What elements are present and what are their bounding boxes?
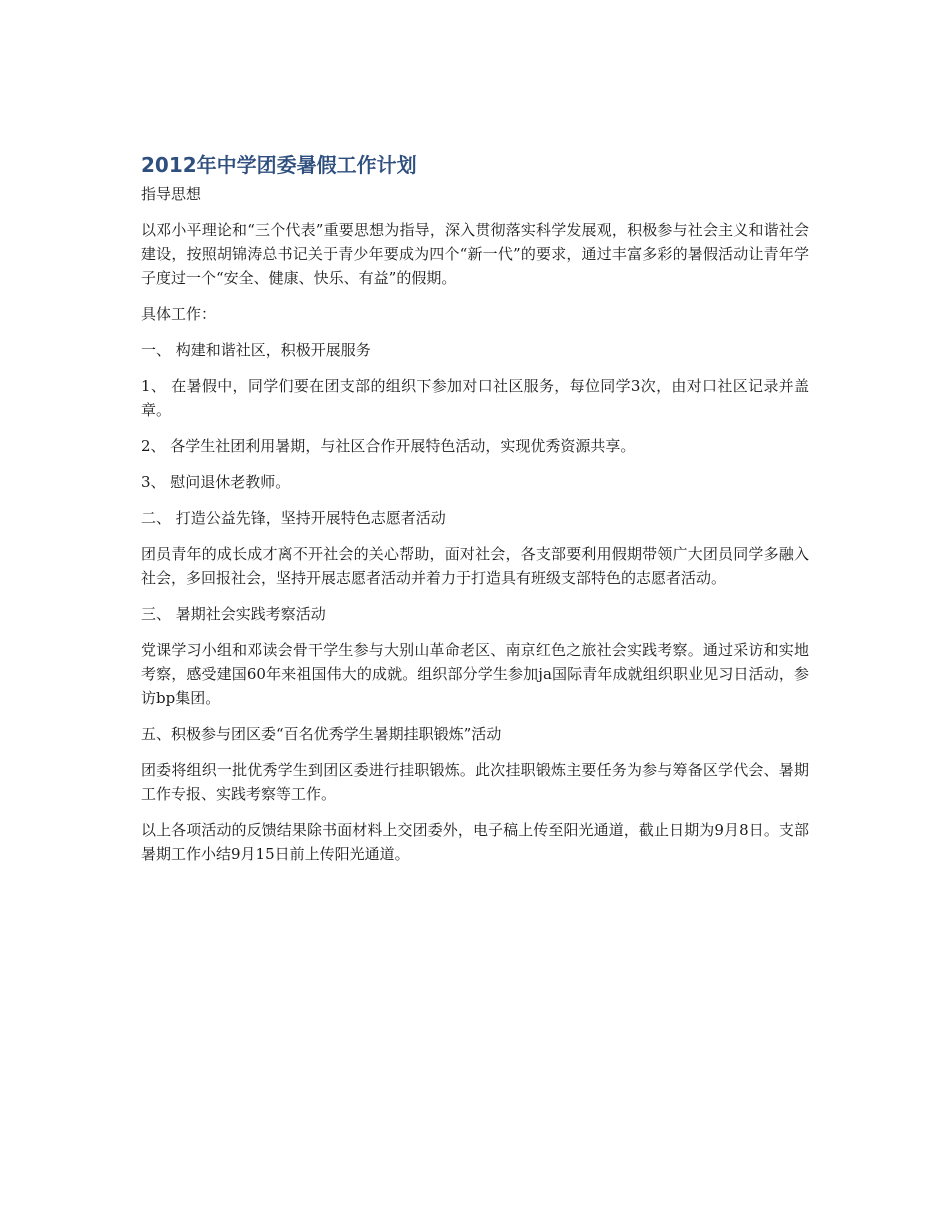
paragraph-guiding-thought: 以邓小平理论和“三个代表”重要思想为指导，深入贯彻落实科学发展观，积极参与社会主义和谐社会建设，按照胡锦涛总书记关于青少年要成为四个“新一代”的要求，通过丰富多彩的暑假活动让青年学子度过一个“安全、健康、快乐、有益”的假期。 — [141, 221, 809, 287]
paragraph-specific-work: 具体工作： — [141, 305, 217, 323]
paragraph-practice: 党课学习小组和邓读会骨干学生参与大别山革命老区、南京红色之旅社会实践考察。通过采访和实地考察，感受建国60年来祖国伟大的成就。组织部分学生参加ja国际青年成就组织职业见习日活动，参访bp集团。 — [141, 641, 809, 707]
paragraph-volunteer: 团员青年的成长成才离不开社会的关心帮助，面对社会，各支部要利用假期带领广大团员同学多融入社会，多回报社会，坚持开展志愿者活动并着力于打造具有班级支部特色的志愿者活动。 — [141, 545, 809, 587]
paragraph-internship: 团委将组织一批优秀学生到团区委进行挂职锻炼。此次挂职锻炼主要任务为参与筹备区学代会、暑期工作专报、实践考察等工作。 — [141, 761, 809, 803]
section-heading-2: 二、 打造公益先锋，坚持开展特色志愿者活动 — [141, 509, 446, 527]
document-subtitle: 指导思想 — [141, 185, 202, 203]
list-item-1: 1、 在暑假中，同学们要在团支部的组织下参加对口社区服务，每位同学3次，由对口社区记录并盖章。 — [141, 377, 809, 419]
section-heading-3: 三、 暑期社会实践考察活动 — [141, 605, 326, 623]
document-page — [141, 152, 809, 878]
list-item-3: 3、 慰问退休老教师。 — [141, 473, 291, 491]
section-heading-1: 一、 构建和谐社区，积极开展服务 — [141, 341, 371, 359]
paragraph-feedback: 以上各项活动的反馈结果除书面材料上交团委外，电子稿上传至阳光通道，截止日期为9月8日。支部暑期工作小结9月15日前上传阳光通道。 — [141, 821, 809, 863]
section-heading-5: 五、积极参与团区委“百名优秀学生暑期挂职锻炼”活动 — [141, 725, 502, 743]
document-title: 2012年中学团委暑假工作计划 — [141, 153, 417, 177]
list-item-2: 2、 各学生社团利用暑期，与社区合作开展特色活动，实现优秀资源共享。 — [141, 437, 636, 455]
